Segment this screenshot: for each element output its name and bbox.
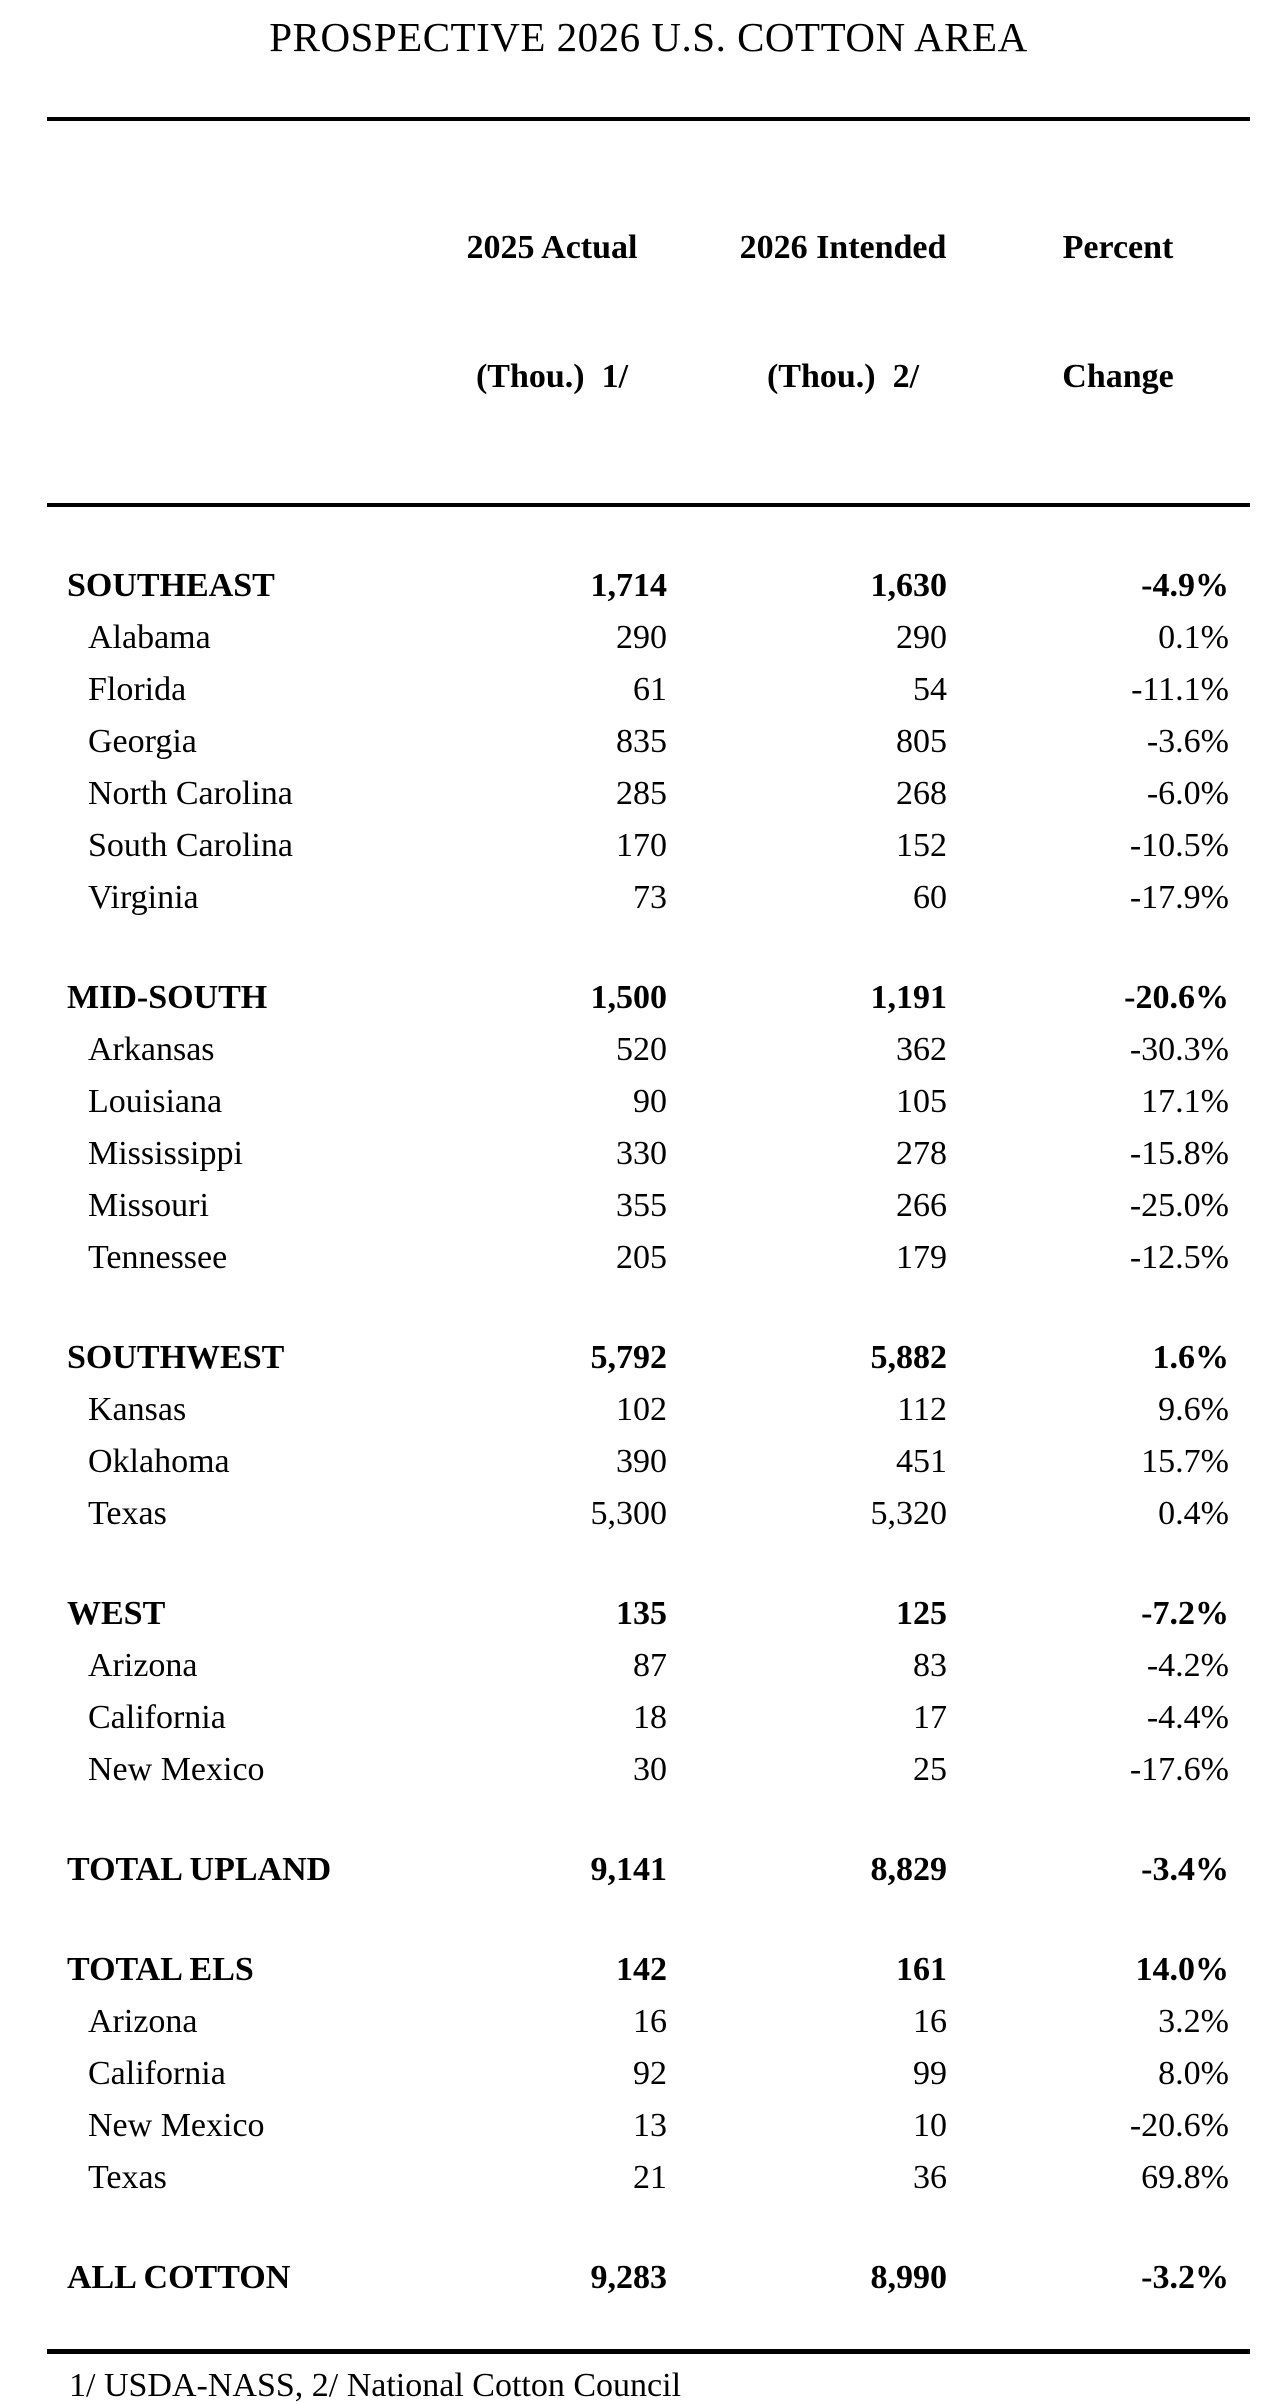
state-row: [47, 2048, 1250, 2100]
value-2026-intended: 266: [896, 1187, 947, 1224]
state-row: [47, 2100, 1250, 2152]
value-percent-change: -11.1%: [1131, 671, 1229, 708]
section-spacer: [47, 2204, 1250, 2252]
value-percent-change: -4.4%: [1146, 1699, 1229, 1736]
table-container: [47, 0, 1250, 2404]
row-label: Arizona: [88, 1647, 198, 1684]
state-row: [47, 820, 1250, 872]
value-2026-intended: 161: [896, 1951, 947, 1988]
row-label: South Carolina: [88, 827, 293, 864]
state-row: [47, 1640, 1250, 1692]
value-2026-intended: 1,191: [870, 979, 947, 1016]
state-row: [47, 768, 1250, 820]
header-rule: [47, 503, 1250, 507]
value-percent-change: 8.0%: [1158, 2055, 1229, 2092]
row-label: Arkansas: [88, 1031, 215, 1068]
row-label: Mississippi: [88, 1135, 243, 1172]
value-2026-intended: 278: [896, 1135, 947, 1172]
value-2025-actual: 90: [633, 1083, 667, 1120]
row-label: TOTAL UPLAND: [67, 1851, 332, 1888]
state-row: [47, 1232, 1250, 1284]
bottom-rule: [47, 2349, 1250, 2354]
value-2025-actual: 135: [616, 1595, 667, 1632]
row-label: California: [88, 2055, 226, 2092]
value-2026-intended: 60: [913, 879, 947, 916]
value-2026-intended: 8,829: [870, 1851, 947, 1888]
state-row: [47, 2152, 1250, 2204]
state-row: [47, 1024, 1250, 1076]
row-label: Texas: [88, 2159, 167, 2196]
value-2026-intended: 112: [897, 1391, 947, 1428]
section-spacer: [47, 1284, 1250, 1332]
value-percent-change: -17.6%: [1129, 1751, 1229, 1788]
state-row: [47, 1076, 1250, 1128]
row-label: TOTAL ELS: [67, 1951, 254, 1988]
row-label: Oklahoma: [88, 1443, 230, 1480]
value-percent-change: 17.1%: [1141, 1083, 1229, 1120]
value-2025-actual: 835: [616, 723, 667, 760]
value-2025-actual: 9,141: [590, 1851, 667, 1888]
state-row: [47, 612, 1250, 664]
value-percent-change: 9.6%: [1158, 1391, 1229, 1428]
value-2025-actual: 13: [633, 2107, 667, 2144]
row-label: MID-SOUTH: [67, 979, 268, 1016]
value-2025-actual: 355: [616, 1187, 667, 1224]
value-percent-change: -3.6%: [1146, 723, 1229, 760]
value-2025-actual: 30: [633, 1751, 667, 1788]
value-percent-change: -3.2%: [1141, 2259, 1229, 2296]
state-row: [47, 1180, 1250, 1232]
section-spacer: [47, 1896, 1250, 1944]
value-percent-change: 69.8%: [1141, 2159, 1229, 2196]
row-label: Kansas: [88, 1391, 187, 1428]
top-rule: [47, 117, 1250, 121]
value-percent-change: -15.8%: [1129, 1135, 1229, 1172]
row-label: California: [88, 1699, 226, 1736]
value-2026-intended: 54: [913, 671, 947, 708]
value-2026-intended: 36: [913, 2159, 947, 2196]
section-row: [47, 2252, 1250, 2304]
page-title: PROSPECTIVE 2026 U.S. COTTON AREA: [269, 14, 1028, 60]
row-label: New Mexico: [88, 1751, 265, 1788]
state-row: [47, 872, 1250, 924]
value-2025-actual: 1,714: [590, 567, 667, 604]
state-row: [47, 1996, 1250, 2048]
row-label: WEST: [67, 1595, 166, 1632]
state-row: [47, 1436, 1250, 1488]
section-spacer: [47, 1540, 1250, 1588]
value-percent-change: 3.2%: [1158, 2003, 1229, 2040]
state-row: [47, 664, 1250, 716]
row-label: Tennessee: [88, 1239, 228, 1276]
value-2025-actual: 142: [616, 1951, 667, 1988]
value-2025-actual: 285: [616, 775, 667, 812]
state-row: [47, 1384, 1250, 1436]
value-2026-intended: 16: [913, 2003, 947, 2040]
value-2025-actual: 390: [616, 1443, 667, 1480]
value-percent-change: -7.2%: [1141, 1595, 1229, 1632]
section-spacer: [47, 1796, 1250, 1844]
value-percent-change: 0.4%: [1158, 1495, 1229, 1532]
value-percent-change: -20.6%: [1129, 2107, 1229, 2144]
value-2025-actual: 205: [616, 1239, 667, 1276]
row-label: Georgia: [88, 723, 197, 760]
value-percent-change: -10.5%: [1129, 827, 1229, 864]
footnote: 1/ USDA-NASS, 2/ National Cotton Council: [69, 2367, 682, 2404]
value-percent-change: -4.9%: [1141, 567, 1229, 604]
row-label: Virginia: [88, 879, 199, 916]
value-2026-intended: 17: [913, 1699, 947, 1736]
value-2025-actual: 73: [633, 879, 667, 916]
table-body: [47, 560, 1250, 2304]
header-percent-change: Percent Change: [1062, 229, 1174, 395]
row-label: Arizona: [88, 2003, 198, 2040]
value-2025-actual: 61: [633, 671, 667, 708]
header-2025-actual: 2025 Actual (Thou.) 1/: [466, 229, 638, 395]
value-2026-intended: 5,882: [870, 1339, 947, 1376]
value-2026-intended: 10: [913, 2107, 947, 2144]
section-row: [47, 972, 1250, 1024]
value-2026-intended: 451: [896, 1443, 947, 1480]
header-2026-intended: 2026 Intended (Thou.) 2/: [739, 229, 947, 395]
header-region-column: [47, 140, 387, 484]
value-2026-intended: 179: [896, 1239, 947, 1276]
value-2025-actual: 5,300: [590, 1495, 667, 1532]
section-row: [47, 1844, 1250, 1896]
row-label: New Mexico: [88, 2107, 265, 2144]
value-2026-intended: 8,990: [870, 2259, 947, 2296]
value-percent-change: 1.6%: [1152, 1339, 1229, 1376]
value-percent-change: -3.4%: [1141, 1851, 1229, 1888]
state-row: [47, 1744, 1250, 1796]
section-row: [47, 1944, 1250, 1996]
row-label: North Carolina: [88, 775, 293, 812]
value-2025-actual: 520: [616, 1031, 667, 1068]
value-2026-intended: 25: [913, 1751, 947, 1788]
value-percent-change: -25.0%: [1129, 1187, 1229, 1224]
state-row: [47, 1488, 1250, 1540]
value-percent-change: -20.6%: [1124, 979, 1229, 1016]
section-row: [47, 560, 1250, 612]
row-label: SOUTHEAST: [67, 567, 275, 604]
state-row: [47, 1128, 1250, 1180]
column-headers: [47, 140, 1250, 484]
value-percent-change: -12.5%: [1129, 1239, 1229, 1276]
value-2026-intended: 1,630: [870, 567, 947, 604]
value-2025-actual: 170: [616, 827, 667, 864]
value-2025-actual: 290: [616, 619, 667, 656]
value-2025-actual: 330: [616, 1135, 667, 1172]
value-2025-actual: 87: [633, 1647, 667, 1684]
value-percent-change: -30.3%: [1129, 1031, 1229, 1068]
value-percent-change: 0.1%: [1158, 619, 1229, 656]
value-2026-intended: 105: [896, 1083, 947, 1120]
state-row: [47, 716, 1250, 768]
value-2026-intended: 125: [896, 1595, 947, 1632]
section-row: [47, 1588, 1250, 1640]
value-2025-actual: 9,283: [590, 2259, 667, 2296]
section-spacer: [47, 924, 1250, 972]
row-label: SOUTHWEST: [67, 1339, 285, 1376]
row-label: Louisiana: [88, 1083, 223, 1120]
value-2025-actual: 92: [633, 2055, 667, 2092]
value-2026-intended: 805: [896, 723, 947, 760]
value-2026-intended: 290: [896, 619, 947, 656]
value-2026-intended: 268: [896, 775, 947, 812]
state-row: [47, 1692, 1250, 1744]
value-2025-actual: 18: [633, 1699, 667, 1736]
value-percent-change: -17.9%: [1129, 879, 1229, 916]
value-2026-intended: 5,320: [870, 1495, 947, 1532]
value-percent-change: -4.2%: [1146, 1647, 1229, 1684]
value-percent-change: 15.7%: [1141, 1443, 1229, 1480]
value-percent-change: -6.0%: [1146, 775, 1229, 812]
value-2026-intended: 152: [896, 827, 947, 864]
value-2025-actual: 5,792: [590, 1339, 667, 1376]
value-2025-actual: 16: [633, 2003, 667, 2040]
value-percent-change: 14.0%: [1135, 1951, 1229, 1988]
row-label: Texas: [88, 1495, 167, 1532]
row-label: Missouri: [88, 1187, 209, 1224]
value-2026-intended: 362: [896, 1031, 947, 1068]
row-label: Alabama: [88, 619, 211, 656]
row-label: Florida: [88, 671, 187, 708]
value-2026-intended: 83: [913, 1647, 947, 1684]
section-row: [47, 1332, 1250, 1384]
row-label: ALL COTTON: [67, 2259, 291, 2296]
value-2025-actual: 102: [616, 1391, 667, 1428]
value-2026-intended: 99: [913, 2055, 947, 2092]
value-2025-actual: 21: [633, 2159, 667, 2196]
value-2025-actual: 1,500: [590, 979, 667, 1016]
